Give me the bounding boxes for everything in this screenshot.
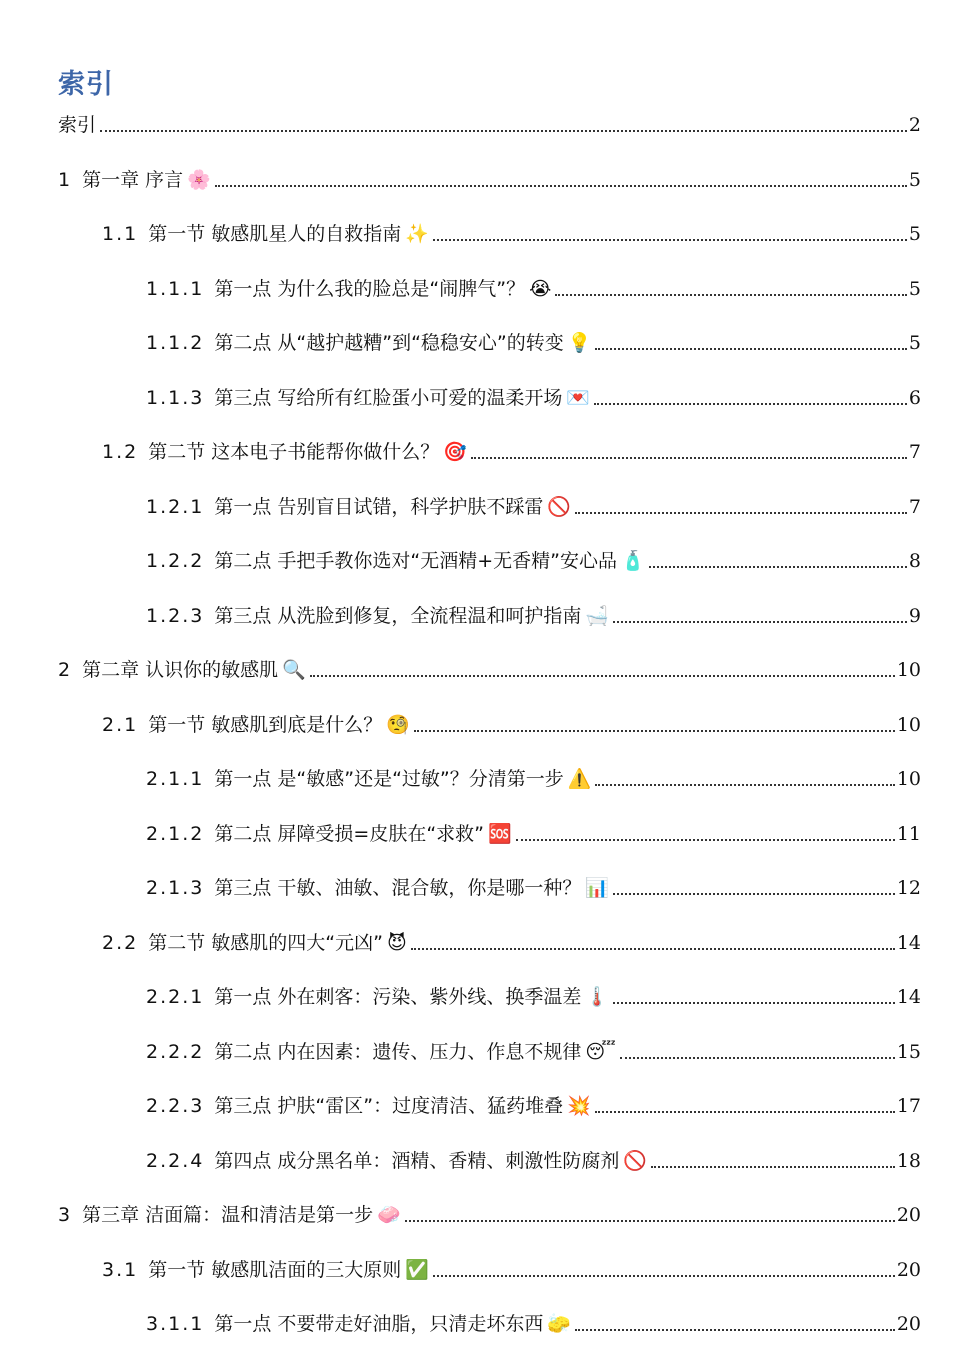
- toc-entry-page-number: 17: [896, 1095, 921, 1117]
- toc-entry[interactable]: [146, 270, 921, 300]
- toc-entry-title: 第一节 敏感肌到底是什么？: [148, 713, 383, 736]
- dot-leader: [575, 511, 907, 514]
- toc-entry-number: 2.1.3: [146, 877, 205, 899]
- toc-entry-number: 2: [58, 659, 73, 681]
- toc-entry-number: 3.1.1: [146, 1313, 205, 1335]
- emoji-icon: 🆘: [488, 822, 512, 845]
- toc-entry-title: 第一点 不要带走好油脂，只清走坏东西: [214, 1313, 544, 1335]
- emoji-icon: ✅: [405, 1258, 429, 1281]
- toc-entry[interactable]: [58, 651, 921, 681]
- toc-entry[interactable]: [102, 215, 921, 245]
- toc-entry-page-number: 5: [908, 223, 921, 245]
- toc-entry-title: 第四点 成分黑名单：酒精、香精、刺激性防腐剂: [214, 1149, 620, 1172]
- dot-leader: [471, 456, 907, 459]
- toc-entry[interactable]: [146, 324, 921, 354]
- toc-entry-number: 1: [58, 168, 73, 191]
- dot-leader: [405, 1219, 895, 1222]
- emoji-icon: 🌸: [187, 168, 211, 191]
- dot-leader: [595, 347, 906, 350]
- dot-leader: [613, 1001, 895, 1004]
- toc-entry-title: 第三点 从洗脸到修复，全流程温和呵护指南: [214, 604, 582, 627]
- toc-entry-page-number: 14: [896, 931, 921, 954]
- toc-entry-page-number: 10: [896, 713, 921, 736]
- toc-entry-title: 第二节 敏感肌的四大“元凶”: [148, 931, 383, 954]
- dot-leader: [433, 1274, 895, 1277]
- toc-entry-title: 第一点 是“敏感”还是“过敏”？分清第一步: [214, 768, 564, 790]
- toc-entry-page-number: 10: [896, 659, 921, 681]
- emoji-icon: ✨: [405, 223, 429, 245]
- dot-leader: [595, 783, 894, 786]
- toc-entry-page-number: 9: [908, 604, 921, 627]
- toc-entry[interactable]: [146, 379, 921, 409]
- toc-entry-page-number: 18: [896, 1149, 921, 1172]
- emoji-icon: 😈: [386, 931, 407, 954]
- toc-entry-page-number: 14: [896, 986, 921, 1008]
- dot-leader: [215, 184, 907, 187]
- toc-entry-title: 第二章 认识你的敏感肌: [82, 659, 279, 681]
- toc-entry[interactable]: [102, 924, 921, 954]
- toc-entry[interactable]: [146, 815, 921, 845]
- emoji-icon: 😭: [529, 277, 552, 300]
- toc-entry[interactable]: [146, 869, 921, 899]
- toc-entry-number: 2.2.3: [146, 1095, 205, 1117]
- toc-entry[interactable]: [102, 433, 921, 463]
- toc-entry-title: 第二点 手把手教你选对“无酒精+无香精”安心品: [214, 550, 618, 572]
- emoji-icon: 🎯: [443, 441, 467, 463]
- toc-entry[interactable]: [102, 706, 921, 736]
- dot-leader: [516, 838, 895, 841]
- toc-entry[interactable]: [146, 1033, 921, 1063]
- toc-entry-page-number: 7: [908, 495, 921, 518]
- toc-entry-page-number: 5: [908, 168, 921, 191]
- toc-entry-page-number: 12: [896, 877, 921, 899]
- toc-entry-title: 第一章 序言: [82, 168, 184, 191]
- emoji-icon: 💡: [567, 332, 592, 354]
- toc-entry-title: 第一点 为什么我的脸总是“闹脾气”？: [214, 277, 526, 300]
- emoji-icon: 🚫: [547, 495, 572, 518]
- toc-entry-number: 1.1.2: [146, 332, 205, 354]
- dot-leader: [595, 1110, 895, 1113]
- toc-entry-number: 2.1: [102, 713, 139, 736]
- emoji-icon: 💌: [566, 386, 591, 409]
- dot-leader: [310, 674, 895, 677]
- page-title: 索引: [58, 69, 114, 100]
- emoji-icon: 🛁: [585, 604, 610, 627]
- toc-entry-number: 2.2.1: [146, 986, 205, 1008]
- emoji-icon: 🔍: [282, 659, 306, 681]
- toc-entry-title: 第一节 敏感肌星人的自救指南: [148, 223, 402, 245]
- toc-entry-title: 索引: [58, 114, 97, 136]
- toc-entry-title: 第二节 这本电子书能帮你做什么？: [148, 441, 440, 463]
- dot-leader: [620, 1056, 895, 1059]
- toc-entry[interactable]: [146, 760, 921, 790]
- toc-entry-number: 1.2.1: [146, 495, 205, 518]
- toc-entry[interactable]: [146, 488, 921, 518]
- toc-entry[interactable]: [102, 1251, 921, 1281]
- emoji-icon: 💥: [567, 1095, 591, 1117]
- toc-entry-number: 1.1.1: [146, 277, 205, 300]
- emoji-icon: 🚫: [623, 1149, 648, 1172]
- toc-entry-number: 1.1: [102, 223, 139, 245]
- toc-entry[interactable]: [58, 161, 921, 191]
- toc-entry[interactable]: [58, 1196, 921, 1226]
- toc-entry-page-number: 2: [908, 114, 921, 136]
- toc-entry-page-number: 20: [896, 1313, 921, 1335]
- toc-entry-number: 1.2: [102, 441, 139, 463]
- toc-entry-number: 2.1.2: [146, 822, 205, 845]
- emoji-icon: 🧽: [547, 1313, 572, 1335]
- toc-entry[interactable]: [58, 106, 921, 136]
- toc-entry-number: 2.1.1: [146, 768, 205, 790]
- toc-entry[interactable]: [146, 542, 921, 572]
- toc-entry-number: 1.2.3: [146, 604, 205, 627]
- toc-entry-title: 第二点 从“越护越糟”到“稳稳安心”的转变: [214, 332, 564, 354]
- toc-entry[interactable]: [146, 1087, 921, 1117]
- toc-entry-number: 1.1.3: [146, 386, 205, 409]
- toc-entry-title: 第三点 护肤“雷区”：过度清洁、猛药堆叠: [214, 1095, 564, 1117]
- toc-entry-number: 3: [58, 1204, 73, 1226]
- emoji-icon: 🧴: [621, 550, 645, 572]
- emoji-icon: 🧼: [377, 1204, 401, 1226]
- toc-entry[interactable]: [146, 597, 921, 627]
- toc-entry-number: 3.1: [102, 1258, 139, 1281]
- toc-entry-page-number: 6: [908, 386, 921, 409]
- dot-leader: [651, 1165, 895, 1168]
- toc-entry-title: 第一点 告别盲目试错，科学护肤不踩雷: [214, 495, 544, 518]
- toc-entry-title: 第一点 外在刺客：污染、紫外线、换季温差: [214, 986, 582, 1008]
- dot-leader: [613, 620, 907, 623]
- toc-entry-page-number: 20: [896, 1204, 921, 1226]
- toc-entry-page-number: 5: [908, 332, 921, 354]
- toc-entry-title: 第三点 写给所有红脸蛋小可爱的温柔开场: [214, 386, 563, 409]
- toc-entry-title: 第三点 干敏、油敏、混合敏，你是哪一种？: [214, 877, 582, 899]
- dot-leader: [594, 402, 907, 405]
- dot-leader: [649, 565, 907, 568]
- toc-entry[interactable]: [146, 1142, 921, 1172]
- emoji-icon: 😴: [585, 1040, 616, 1063]
- toc-entry-page-number: 15: [896, 1040, 921, 1063]
- toc-entry-title: 第二点 屏障受损=皮肤在“求救”: [214, 822, 485, 845]
- toc-entry-page-number: 5: [908, 277, 921, 300]
- dot-leader: [411, 947, 895, 950]
- dot-leader: [414, 729, 895, 732]
- dot-leader: [575, 1328, 895, 1331]
- toc-entry[interactable]: [146, 978, 921, 1008]
- toc-entry-title: 第一节 敏感肌洁面的三大原则: [148, 1258, 402, 1281]
- toc-entry[interactable]: [146, 1305, 921, 1335]
- emoji-icon: ⚠️: [567, 768, 592, 790]
- toc-entry-number: 2.2.2: [146, 1040, 205, 1063]
- toc-entry-page-number: 20: [896, 1258, 921, 1281]
- emoji-icon: 📊: [585, 877, 610, 899]
- toc-entry-title: 第三章 洁面篇：温和清洁是第一步: [82, 1204, 374, 1226]
- dot-leader: [555, 293, 907, 296]
- dot-leader: [433, 238, 907, 241]
- dot-leader: [100, 129, 907, 132]
- toc-entry-page-number: 7: [908, 441, 921, 463]
- dot-leader: [613, 892, 895, 895]
- toc-entry-number: 1.2.2: [146, 550, 205, 572]
- toc-entry-page-number: 11: [896, 822, 921, 845]
- toc-entry-title: 第二点 内在因素：遗传、压力、作息不规律: [214, 1040, 582, 1063]
- toc-entry-page-number: 8: [908, 550, 921, 572]
- emoji-icon: 🌡️: [585, 986, 610, 1008]
- toc-entry-number: 2.2.4: [146, 1149, 205, 1172]
- toc-entry-number: 2.2: [102, 931, 139, 954]
- emoji-icon: 🧐: [386, 713, 410, 736]
- toc-entry-page-number: 10: [896, 768, 921, 790]
